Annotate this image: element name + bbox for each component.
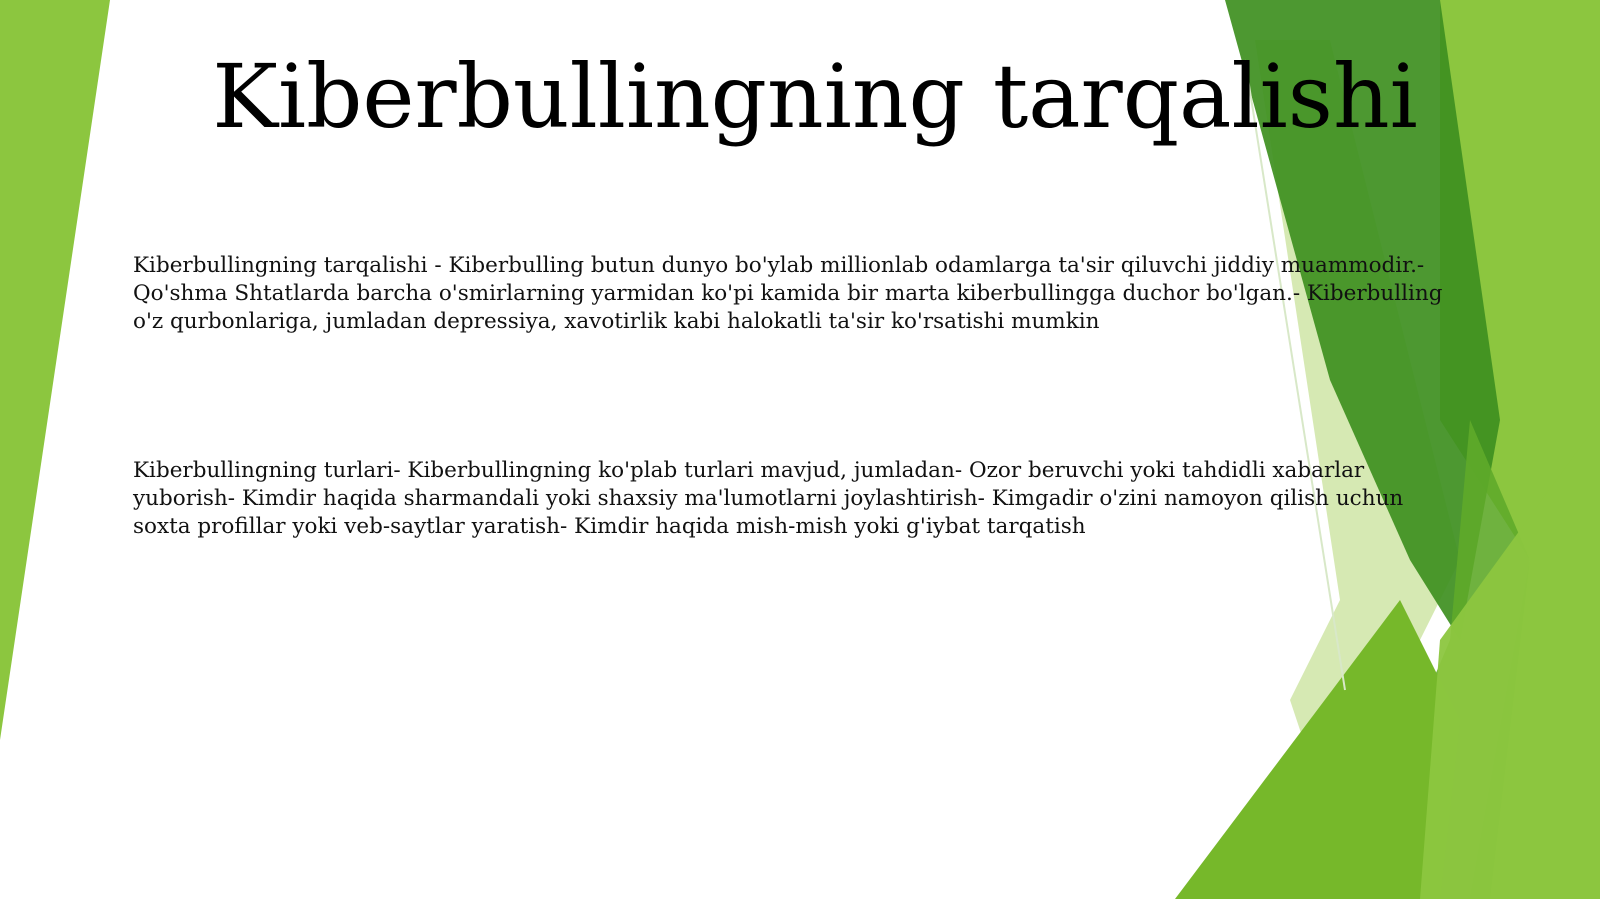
- paragraph-line: Kiberbullingning tarqalishi - Kiberbulling butun dunyo bo'ylab millionlab odamlarga ta'sir qiluvchi jiddiy muammodir.-: [133, 253, 1425, 278]
- slide-title: Kiberbullingning tarqalishi: [212, 45, 1418, 148]
- left-green-band: [0, 0, 110, 740]
- paragraph-line: yuborish- Kimdir haqida sharmandali yoki shaxsiy ma'lumotlarni joylashtirish- Kimgadir o'zini namoyon qilish uchun: [133, 486, 1404, 511]
- paragraph-line: o'z qurbonlariga, jumladan depressiya, xavotirlik kabi halokatli ta'sir ko'rsatishi mumkin: [133, 309, 1100, 334]
- paragraph-types: [133, 457, 1483, 541]
- paragraph-line: Kiberbullingning turlari- Kiberbullingning ko'plab turlari mavjud, jumladan- Ozor beruvchi yoki tahdidli xabarlar: [133, 458, 1365, 483]
- paragraph-line: soxta profillar yoki veb-saytlar yaratish- Kimdir haqida mish-mish yoki g'iybat tarqatish: [133, 514, 1086, 539]
- paragraph-line: Qo'shma Shtatlarda barcha o'smirlarning yarmidan ko'pi kamida bir marta kiberbullingga duchor bo'lgan.- Kiberbulling: [133, 281, 1443, 306]
- bottom-green-panel: [1175, 600, 1460, 899]
- paragraph-prevalence: [133, 252, 1483, 336]
